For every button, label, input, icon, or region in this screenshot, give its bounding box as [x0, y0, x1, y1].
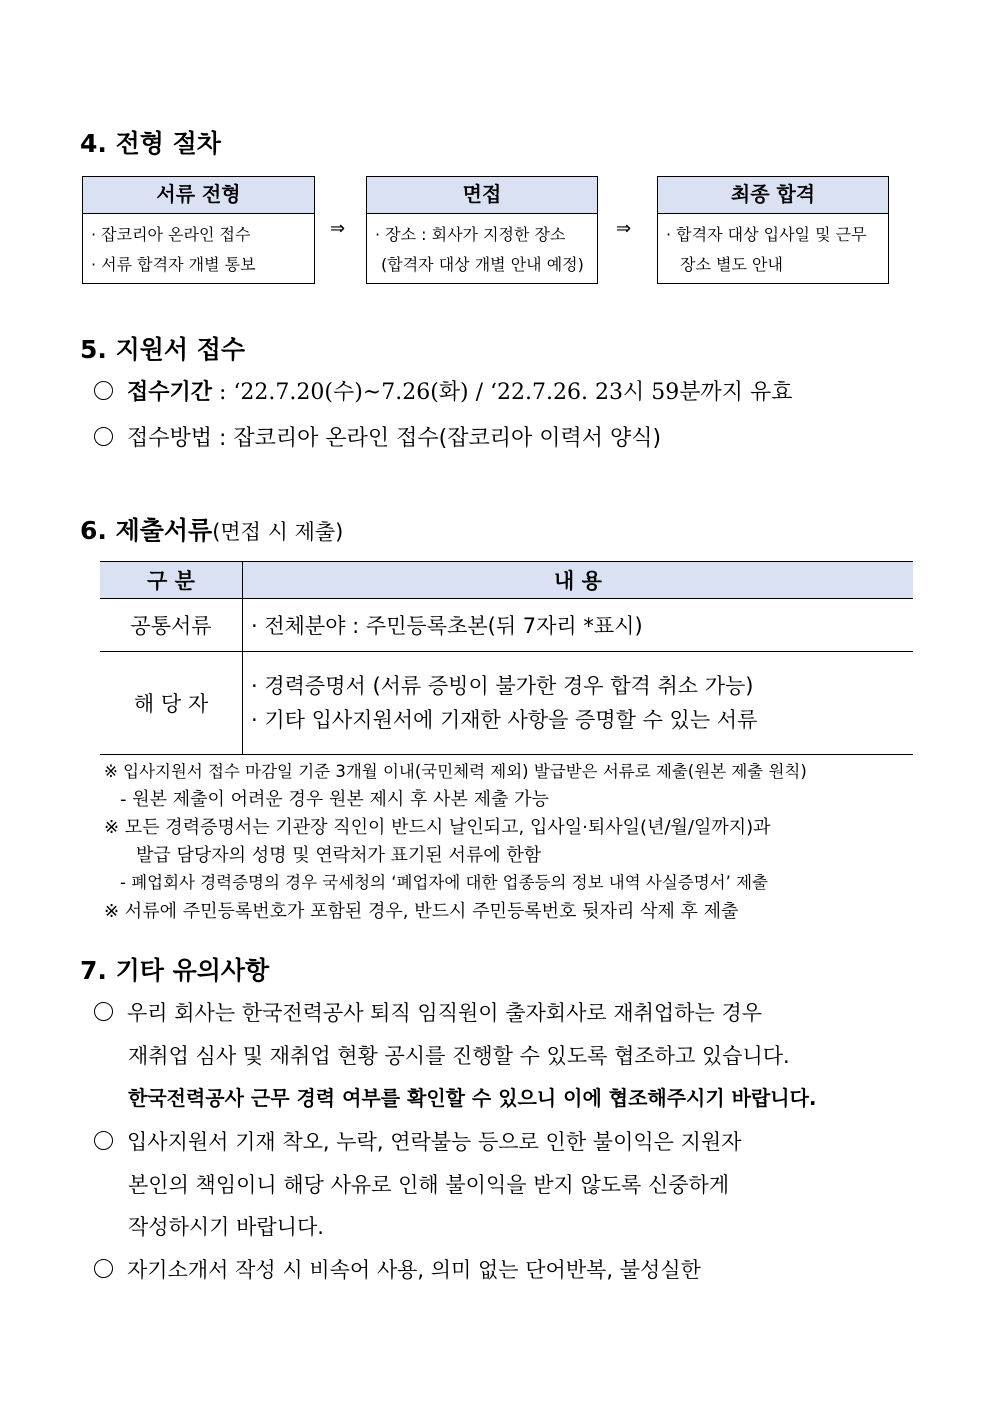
notice-1-line: 재취업 심사 및 재취업 현황 공시를 진행할 수 있도록 협조하고 있습니다. [128, 1044, 790, 1068]
notice-2-line: 작성하시기 바랍니다. [128, 1215, 324, 1239]
circle-bullet-icon [94, 381, 113, 400]
application-method [94, 421, 661, 452]
step-line: · 서류 합격자 개별 통보 [91, 255, 256, 274]
note-line: ※ 입사지원서 접수 마감일 기준 3개월 이내(국민체력 제외) 발급받은 서류로 제출(원본 제출 원칙) [104, 762, 807, 781]
note-line: ※ 서류에 주민등록번호가 포함된 경우, 반드시 주민등록번호 뒷자리 삭제 후 제출 [104, 901, 739, 922]
note-line: 발급 담당자의 성명 및 연락처가 표기된 서류에 한함 [136, 845, 542, 866]
step-interview [366, 176, 598, 284]
step-line: 장소 별도 안내 [680, 255, 783, 274]
section-6-title-note: (면접 시 제출) [212, 520, 344, 544]
step-head: 면접 [367, 177, 597, 214]
notice-1-emphasis: 한국전력공사 근무 경력 여부를 확인할 수 있으니 이에 협조해주시기 바랍니다. [128, 1086, 817, 1110]
step-final-pass [657, 176, 889, 284]
table-row [100, 652, 913, 755]
period-label: 접수기간 [127, 380, 213, 405]
documents-table [100, 561, 913, 755]
method-label: 접수방법 [127, 426, 213, 451]
step-head: 최종 합격 [658, 177, 888, 214]
section-4-title: 4. 전형 절차 [80, 129, 221, 158]
step-line: (합격자 대상 개별 안내 예정) [381, 255, 584, 274]
note-line: - 원본 제출이 어려운 경우 원본 제시 후 사본 제출 가능 [120, 789, 549, 810]
circle-bullet-icon [94, 1002, 113, 1021]
table-cell-item: · 전체분야 : 주민등록초본(뒤 7자리 *표시) [251, 614, 643, 638]
step-line: · 합격자 대상 입사일 및 근무 [666, 225, 867, 244]
table-cell-category: 공통서류 [100, 599, 243, 652]
section-6-title: 6. 제출서류(면접 시 제출) [80, 516, 344, 545]
notice-2-line: 본인의 책임이니 해당 사유로 인해 불이익을 받지 않도록 신중하게 [128, 1173, 730, 1197]
circle-bullet-icon [94, 427, 113, 446]
table-row [100, 599, 913, 652]
notice-2-line: 입사지원서 기재 착오, 누락, 연락불능 등으로 인한 불이익은 지원자 [94, 1126, 741, 1156]
arrow-icon: ⇒ [330, 218, 346, 239]
circle-bullet-icon [94, 1131, 113, 1150]
note-line: - 폐업회사 경력증명의 경우 국세청의 ‘폐업자에 대한 업종등의 정보 내역 사실증명서’ 제출 [120, 873, 768, 892]
application-period [94, 375, 792, 406]
table-cell-item: · 경력증명서 (서류 증빙이 불가한 경우 합격 취소 가능) [251, 674, 754, 698]
circle-bullet-icon [94, 1259, 113, 1278]
section-7-title: 7. 기타 유의사항 [80, 956, 270, 985]
section-5-title: 5. 지원서 접수 [80, 335, 246, 364]
table-header: 구 분 [100, 562, 243, 599]
step-document-screening [82, 176, 315, 284]
step-head: 서류 전형 [83, 177, 314, 214]
table-cell-item: · 기타 입사지원서에 기재한 사항을 증명할 수 있는 서류 [251, 708, 758, 732]
notice-3-line: 자기소개서 작성 시 비속어 사용, 의미 없는 단어반복, 불성실한 [94, 1254, 701, 1284]
period-value: : ‘22.7.20(수)~7.26(화) / ‘22.7.26. 23시 59분까지 유효 [212, 380, 793, 405]
table-cell-category: 해 당 자 [100, 652, 243, 755]
notice-1-line: 우리 회사는 한국전력공사 퇴직 임직원이 출자회사로 재취업하는 경우 [94, 997, 762, 1027]
arrow-icon: ⇒ [616, 218, 632, 239]
step-line: · 잡코리아 온라인 접수 [91, 225, 251, 244]
note-line: ※ 모든 경력증명서는 기관장 직인이 반드시 날인되고, 입사일·퇴사일(년/월/일까지)과 [104, 817, 771, 838]
table-header: 내 용 [243, 562, 914, 599]
method-value: : 잡코리아 온라인 접수(잡코리아 이력서 양식) [212, 426, 662, 451]
step-line: · 장소 : 회사가 지정한 장소 [375, 225, 566, 244]
